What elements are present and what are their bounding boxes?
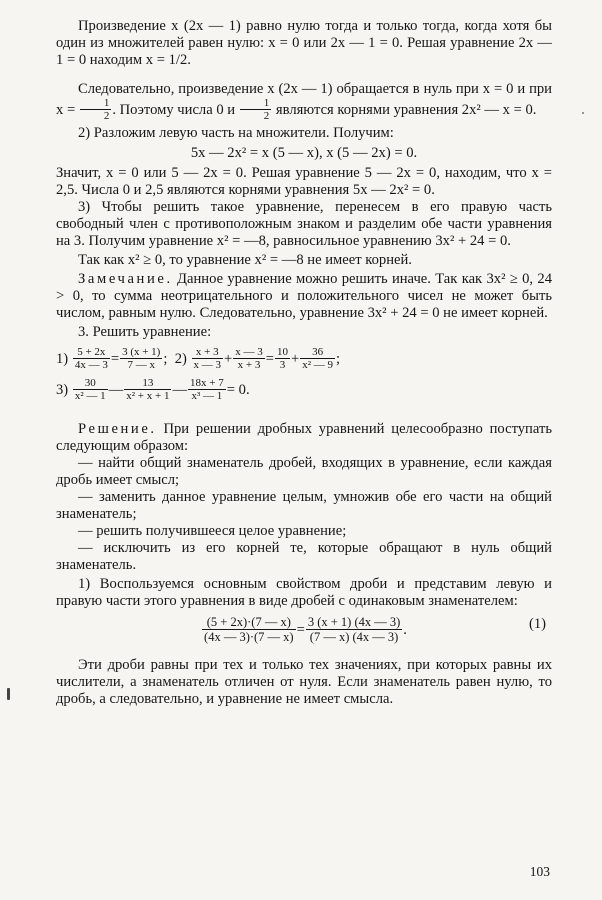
task-heading: 3. Решить уравнение: [78,324,212,340]
fraction-one-half-2: $\frac{1}{2}$ [240,97,272,122]
task-number-3: 3) [56,381,69,398]
paragraph-2 [56,81,552,123]
equation-number: (1) [528,616,546,632]
fraction: $\frac{36}{\text{x² — 9}}$ [302,346,334,371]
paragraph-note [56,271,552,322]
scan-dot [582,112,584,114]
step-1: — найти общий знаменатель дробей, входящих в уравнение, если каждая дробь имеет смысл; [56,455,552,488]
equation-factor: 5x — 2x² = x (5 — x), x (5 — 2x) = 0. [190,145,418,161]
paragraph-2-part-b: . Поэтому числа 0 и [112,101,236,118]
page-number: 103 [529,864,550,879]
paragraph-1: Произведение x (2x — 1) равно нулю тогда и только тогда, когда хотя бы один из множителей равен нулю: x = 0 или 2x — 1 = 0. Решая уравнение 2x — 1 = 0 находим x = 1/2. [56,18,552,68]
task-equations-1-2: 1) $\frac{5 + 2x}{4x — 3}$ = $\frac{3 (x + 1)}{7 — x}$ ; 2) $\frac{x + 3}{x — 3}$ + $\frac{x — 3}{x + 3}$ = $\frac{10}{3}$ + $\frac{36}{\text{x² — 9}}$ ; [56,346,341,371]
note-text: Данное уравнение можно решить иначе. Так как 3x² ≥ 0, 24 > 0, то сумма неотрицательного и положительного чисел не может быть числом, равным нулю. Следовательно, уравнение 3x² + 24 = 0 не имеет корней. [56,271,552,321]
fraction: $\frac{30}{\text{x² — 1}}$ [74,377,106,402]
fraction: $\frac{x — 3}{x + 3}$ [235,346,263,371]
paragraph-6: Так как x² ≥ 0, то уравнение x² = —8 не имеет корней. [78,252,412,268]
task-number-1: 1) [56,350,69,367]
fraction: $\frac{x + 3}{x — 3}$ [193,346,222,371]
note-label: Замечание. [78,271,173,287]
paragraph-5: 3) Чтобы решить такое уравнение, перенесем в его правую часть свободный член с противоположным знаком и разделим обе части уравнения на 3. Получим уравнение x² = —8, равносильное уравнению 3x² + 24 = 0. [56,199,552,249]
paragraph-3: 2) Разложим левую часть на множители. Получим: [78,125,394,141]
fraction: $\frac{13}{\text{x² + x + 1}}$ [126,377,170,402]
paragraph-final: Эти дроби равны при тех и только тех значениях, при которых равны их числители, а знаменатель отличен от нуля. Если знаменатель равен нулю, то дробь, а следовательно, и уравнение не имеет смысла. [56,657,552,707]
solution-intro [56,421,552,455]
step-3: — решить получившееся целое уравнение; [78,523,347,539]
fraction-one-half: $\frac{1}{2}$ [80,97,112,122]
page-text [56,18,552,708]
equation-1: $\frac{(5 + 2x)\cdot(7 — x)}{(4x — 3)\cdot(7 — x)}$ = $\frac{3 (x + 1) (4x — 3)}{(7 — x) (4x — 3)}$ . (1) [204,615,546,644]
scan-mark [7,688,10,700]
solution-label: Решение. [78,421,157,437]
fraction: $\frac{3 (x + 1)}{7 — x}$ [122,346,161,371]
fraction: $\frac{10}{3}$ [277,346,288,371]
fraction: $\frac{18x + 7}{\text{x³ — 1}}$ [190,377,224,402]
paragraph-solution-1: 1) Воспользуемся основным свойством дроби и представим левую и правую части этого уравнения в виде дробей с одинаковым знаменателем: [56,576,552,609]
paragraph-2-part-a: Следовательно, произведение x (2x — 1) обращается в нуль при x = 0 и при x = [56,81,552,118]
task-equation-3: 3) $\frac{30}{\text{x² — 1}}$ — $\frac{13}{\text{x² + x + 1}}$ — $\frac{18x + 7}{\text{x³ — 1}}$ = 0. [56,377,250,402]
fraction-right: $\frac{3 (x + 1) (4x — 3)}{(7 — x) (4x — 3)}$ [307,615,401,644]
solution-text: При решении дробных уравнений целесообразно поступать следующим образом: [56,421,552,454]
paragraph-4: Значит, x = 0 или 5 — 2x = 0. Решая уравнение 5 — 2x = 0, находим, что x = 2,5. Числа 0 и 2,5 являются корнями уравнения 5x — 2x² = 0. [56,165,552,198]
step-2: — заменить данное уравнение целым, умножив обе его части на общий знаменатель; [56,489,552,522]
task-number-2: 2) [174,350,187,367]
fraction: $\frac{5 + 2x}{4x — 3}$ [74,346,108,371]
fraction-left: $\frac{(5 + 2x)\cdot(7 — x)}{(4x — 3)\cdot(7 — x)}$ [204,615,294,644]
paragraph-2-part-c: являются корнями уравнения 2x² — x = 0. [275,101,537,118]
step-4: — исключить из его корней те, которые обращают в нуль общий знаменатель. [56,540,552,573]
